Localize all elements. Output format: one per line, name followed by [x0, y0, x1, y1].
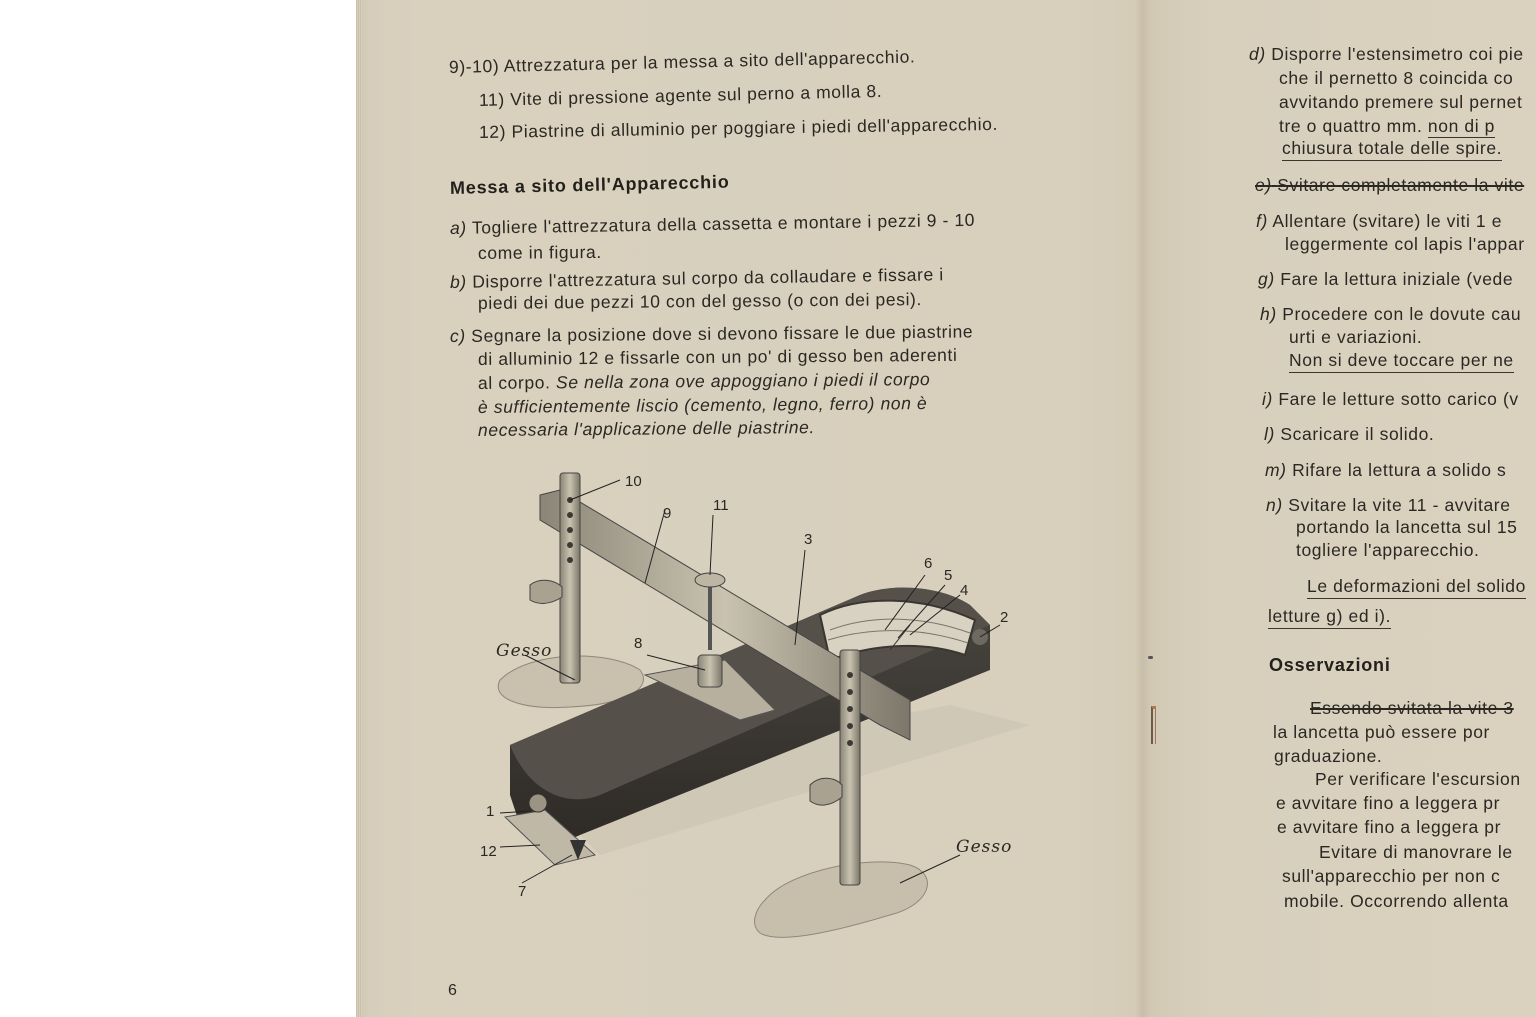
- step-line: Disporre l'estensimetro coi pie: [1271, 44, 1524, 64]
- observation-line: e avvitare fino a leggera pr: [1276, 793, 1501, 813]
- underlined-line: chiusura totale delle spire.: [1282, 138, 1502, 161]
- label-6: 6: [924, 555, 933, 572]
- step-line: come in figura.: [477, 241, 602, 263]
- book-gutter: [1135, 0, 1149, 1017]
- legend-text: Attrezzatura per la messa a sito dell'apparecchio.: [503, 46, 916, 76]
- step-label: l): [1264, 424, 1275, 444]
- step-line: togliere l'apparecchio.: [1296, 540, 1480, 560]
- observation-line: e avvitare fino a leggera pr: [1277, 817, 1502, 837]
- observation-line: la lancetta può essere por: [1273, 722, 1490, 742]
- step-l: [1264, 424, 1434, 445]
- step-line: Allentare (svitare) le viti 1 e: [1272, 211, 1503, 231]
- step-line: Togliere l'attrezzatura della cassetta e montare i pezzi 9 - 10: [471, 209, 976, 238]
- step-i: [1262, 389, 1519, 410]
- step-m: [1265, 460, 1506, 481]
- step-text: tre o quattro mm.: [1279, 116, 1423, 136]
- step-line: Svitare completamente la vite: [1277, 175, 1525, 195]
- step-text: al corpo.: [477, 372, 551, 393]
- step-label: h): [1260, 304, 1277, 324]
- label-gesso-right: Gesso: [956, 837, 1013, 857]
- step-n: [1266, 495, 1511, 516]
- label-10: 10: [625, 473, 642, 490]
- observation-line: Per verificare l'escursion: [1315, 769, 1521, 789]
- step-line: che il pernetto 8 coincida co: [1279, 68, 1514, 88]
- observations-title: Osservazioni: [1269, 655, 1391, 675]
- legend-text: Vite di pressione agente sul perno a molla 8.: [510, 80, 883, 110]
- apparatus-drawing: [470, 455, 1050, 955]
- label-8: 8: [634, 635, 643, 652]
- step-line: leggermente col lapis l'appar: [1285, 234, 1525, 254]
- observation-struck: Essendo svitata la vite 3: [1310, 698, 1514, 718]
- step-line: piedi dei due pezzi 10 con del gesso (o con dei pesi).: [477, 289, 922, 313]
- note-underlined: letture g) ed i).: [1268, 606, 1391, 629]
- observation-line: mobile. Occorrendo allenta: [1284, 891, 1509, 911]
- label-4: 4: [960, 582, 969, 599]
- step-label: n): [1266, 495, 1283, 515]
- step-line: Scaricare il solido.: [1280, 424, 1435, 444]
- legend-number: 11): [478, 89, 506, 110]
- step-line: Fare le letture sotto carico (v: [1278, 389, 1519, 409]
- legend-text: Piastrine di alluminio per poggiare i piedi dell'apparecchio.: [511, 113, 999, 142]
- step-line: Rifare la lettura a solido s: [1292, 460, 1507, 480]
- step-line: di alluminio 12 e fissarle con un po' di gesso ben aderenti: [477, 344, 958, 369]
- observation-line: sull'apparecchio per non c: [1282, 866, 1501, 886]
- step-label: a): [449, 217, 467, 238]
- page-stack-edge: [356, 0, 362, 1017]
- note-underlined: Le deformazioni del solido: [1307, 576, 1526, 599]
- step-line: Fare la lettura iniziale (vede: [1280, 269, 1514, 289]
- label-12: 12: [480, 843, 497, 860]
- page-number: 6: [448, 982, 457, 999]
- step-label: g): [1258, 269, 1275, 289]
- label-3: 3: [804, 531, 813, 548]
- label-2: 2: [1000, 609, 1009, 626]
- step-line: [478, 369, 931, 394]
- ink-speck: [1148, 656, 1153, 659]
- label-11: 11: [713, 497, 729, 514]
- label-gesso-left: Gesso: [496, 641, 553, 661]
- step-label: d): [1249, 44, 1266, 64]
- step-line: Svitare la vite 11 - avvitare: [1288, 495, 1511, 515]
- step-line: portando la lancetta sul 15: [1296, 517, 1518, 537]
- step-line: è sufficientemente liscio (cemento, legno, ferro) non è: [477, 393, 928, 417]
- staple: [1151, 706, 1156, 744]
- step-line: urti e variazioni.: [1289, 327, 1423, 347]
- step-line: Procedere con le dovute cau: [1282, 304, 1522, 324]
- observation-line: Evitare di manovrare le: [1319, 842, 1513, 862]
- step-label: e): [1255, 175, 1272, 195]
- section-title: Messa a sito dell'Apparecchio: [449, 171, 730, 198]
- step-label: i): [1262, 389, 1273, 409]
- legend-number: 9)-10): [448, 55, 500, 77]
- step-label: b): [449, 271, 467, 292]
- step-e-struck: [1255, 175, 1524, 196]
- step-line: [1279, 116, 1495, 137]
- step-label: c): [449, 325, 466, 346]
- step-line: avvitando premere sul pernet: [1279, 92, 1523, 112]
- step-line: Segnare la posizione dove si devono fissare le due piastrine: [471, 321, 974, 346]
- legend-number: 12): [478, 121, 507, 142]
- observation-line: graduazione.: [1274, 746, 1383, 766]
- step-line: Disporre l'attrezzatura sul corpo da collaudare e fissare i: [472, 264, 944, 292]
- step-h: [1260, 304, 1521, 325]
- label-5: 5: [944, 567, 953, 584]
- strain-gauge-illustration: [470, 455, 1050, 955]
- step-f: [1256, 211, 1502, 232]
- label-9: 9: [663, 505, 672, 522]
- label-7: 7: [518, 883, 527, 900]
- step-g: [1258, 269, 1513, 290]
- step-label: m): [1265, 460, 1287, 480]
- step-text-italic: Se nella zona ove appoggiano i piedi il corpo: [555, 369, 931, 393]
- step-line: necessaria l'applicazione delle piastrine.: [477, 417, 815, 440]
- step-label: f): [1256, 211, 1268, 231]
- label-1: 1: [486, 803, 495, 820]
- underlined-line: Non si deve toccare per ne: [1289, 350, 1514, 373]
- underlined-text: non di p: [1427, 116, 1495, 136]
- step-d: [1249, 44, 1524, 65]
